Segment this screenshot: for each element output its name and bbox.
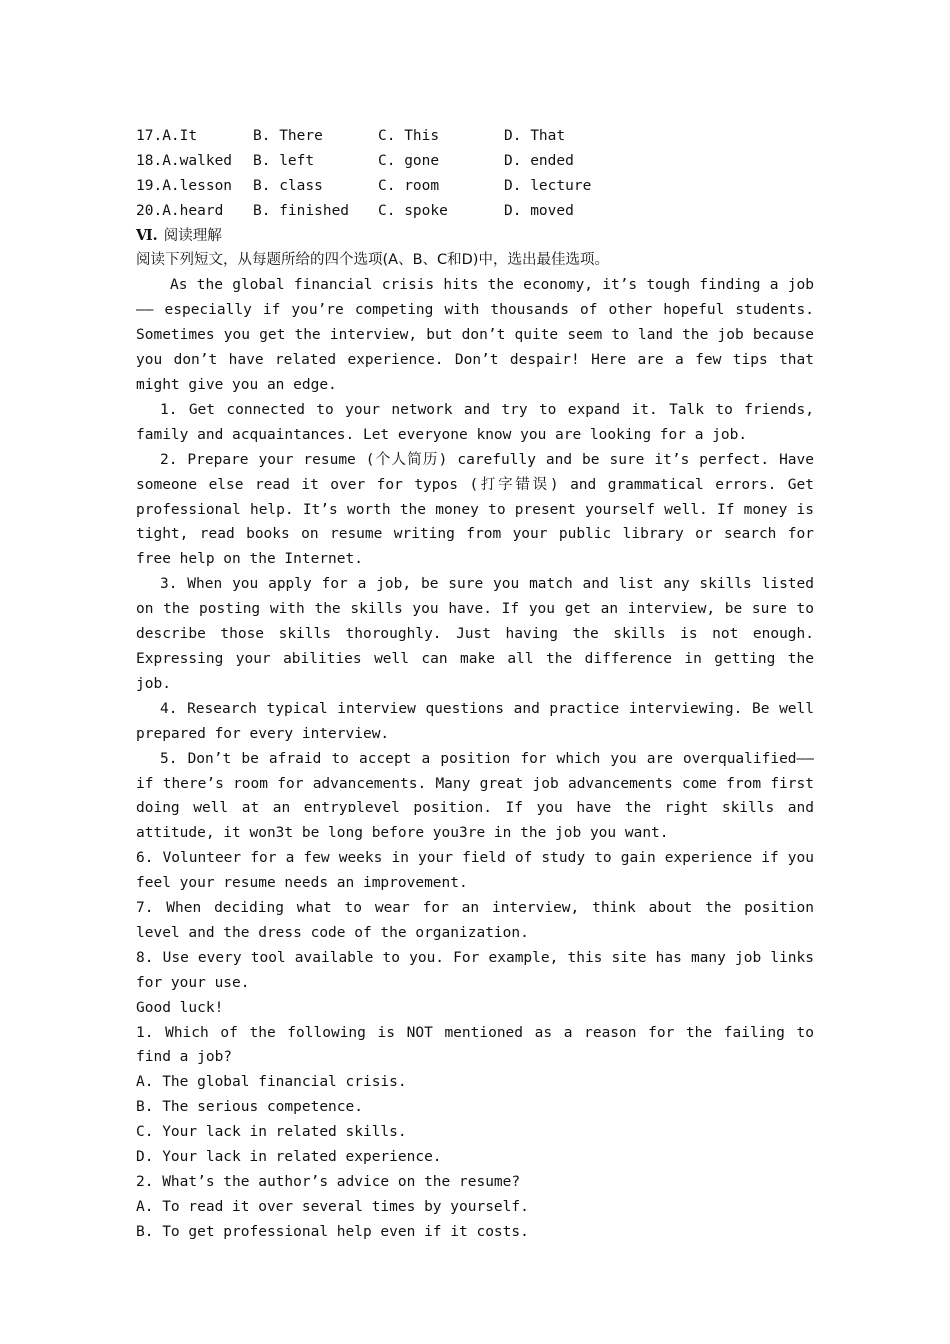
option-d: D. ended [504,152,574,169]
option-b: B. class [253,177,323,194]
passage-tip-1: 1. Get connected to your network and try to expand it. Talk to friends, family and acquaintances. Let everyone know you are looking for a job. [136,401,814,443]
option-b: B. left [253,152,315,169]
question-1-option-a: A. The global financial crisis. [136,1074,407,1091]
option-c: C. gone [378,152,440,169]
question-number: 17. [136,128,163,144]
section-heading [136,224,814,249]
option-b: B. There [253,128,323,144]
passage-tip-4: 4. Research typical interview questions and practice interviewing. Be well prepared for every interview. [136,700,814,742]
section-roman: Ⅵ. [136,226,158,244]
question-1-option-d: D. Your lack in related experience. [136,1149,442,1166]
option-c: C. This [378,128,440,144]
option-c: C. spoke [378,202,448,219]
option-a: A.heard [162,202,224,219]
question-2-option-a: A. To read it over several times by yourself. [136,1198,529,1215]
option-d: D. lecture [504,177,592,194]
option-d: D. moved [504,202,574,219]
passage-intro: As the global financial crisis hits the economy, it’s tough finding a job—— especially if you’re competing with thousands of other hopeful students. Sometimes you get the interview, but don’t quite seem to land the job because you don’t have related experience. Don’t despair! Here are a few tips that might give you an edge. [136,277,814,393]
question-1: 1. Which of the following is NOT mentioned as a reason for the failing to find a job? [136,1024,814,1066]
option-a: A.lesson [162,177,233,194]
document-page [136,124,814,1245]
question-2-option-b: B. To get professional help even if it costs. [136,1223,529,1240]
option-a: A.walked [162,152,233,169]
passage-tip-5: 5. Don’t be afraid to accept a position for which you are overqualified——if there’s room for advancements. Many great job advancements come from first doing well at an entryɒlevel position. If you have the right skills and attitude, it won3t be long before you3re in the job you want. [136,750,814,842]
option-row-18 [136,149,814,174]
option-b: B. finished [253,202,350,219]
question-2: 2. What’s the author’s advice on the resume? [136,1174,521,1190]
question-1-option-b: B. The serious competence. [136,1099,363,1116]
passage-tip-7: 7. When deciding what to wear for an interview, think about the position level and the dress code of the organization. [136,900,814,941]
passage-closing: Good luck! [136,999,224,1016]
option-row-20 [136,199,814,224]
passage-tip-6: 6. Volunteer for a few weeks in your field of study to gain experience if you feel your resume needs an improvement. [136,850,814,892]
option-c: C. room [378,177,440,194]
passage-tip-8: 8. Use every tool available to you. For example, this site has many job links for your use. [136,949,814,991]
section-instruction: 阅读下列短文，从每题所给的四个选项(A、B、C和D)中，选出最佳选项。 [136,252,609,269]
passage-tip-2: 2. Prepare your resume (个人简历) carefully and be sure it’s perfect. Have someone else read it over for typos (打字错误) and grammatical errors. Get professional help. It’s worth the money to present yourself well. If money is tight, read books on resume writing from your public library or search for free help on the Internet. [136,451,814,568]
question-number: 19. [136,177,163,194]
section-title: 阅读理解 [163,227,222,244]
question-1-option-c: C. Your lack in related skills. [136,1124,407,1141]
question-number: 20. [136,202,163,219]
option-a: A.It [162,128,198,144]
option-row-19 [136,174,814,199]
question-number: 18. [136,152,163,169]
option-row-17 [136,124,814,149]
option-d: D. That [504,128,566,144]
passage-tip-3: 3. When you apply for a job, be sure you match and list any skills listed on the posting with the skills you have. If you get an interview, be sure to describe those skills thoroughly. Just having the skills is not enough. Expressing your abilities well can make all the difference in getting the job. [136,576,814,692]
